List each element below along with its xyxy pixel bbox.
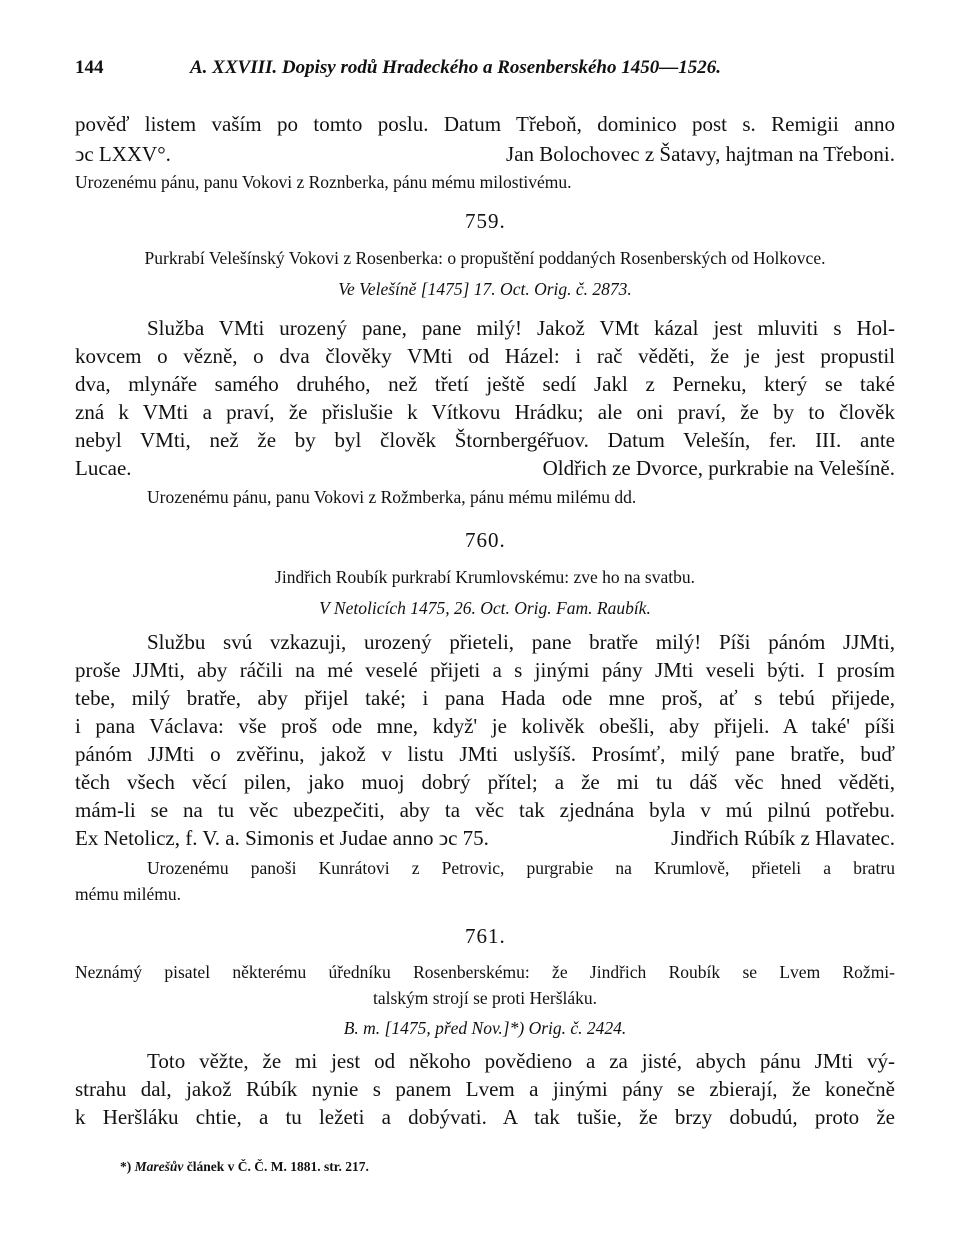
letter-summary: talským strojí se proti Heršláku. (372, 988, 598, 1008)
letter-number: 761. (465, 924, 506, 948)
page-number: 144 (75, 57, 104, 78)
body-line: strahu dal, jakož Rúbík nynie s panem Lvem a jinými pány se zbierají, že konečně (75, 1077, 895, 1101)
body-line: zná k VMti a praví, že přislušie k Vítkovu Hrádku; ale oni praví, že by to člověk (75, 400, 895, 424)
letter-source: Ve Velešíně [1475] 17. Oct. Orig. č. 2873. (338, 279, 632, 299)
footnote-author: Marešův (134, 1159, 184, 1174)
letter-source: V Netolicích 1475, 26. Oct. Orig. Fam. Raubík. (319, 598, 651, 618)
body-line: dva, mlynáře samého druhého, než třetí ještě sedí Jakl z Perneku, který se také (75, 372, 895, 396)
body-line: pověď listem vaším po tomto poslu. Datum Třeboň, dominico post s. Remigii anno (75, 112, 895, 136)
body-line: ↄc LXXV°. (75, 142, 171, 166)
signature: Jan Bolochovec z Šatavy, hajtman na Třeboni. (506, 142, 895, 166)
body-line: nebyl VMti, než že by byl člověk Štornbergéřuov. Datum Velešín, fer. III. ante (75, 428, 895, 452)
body-line: Služba VMti urozený pane, pane milý! Jakož VMt kázal jest mluviti s Hol- (147, 316, 895, 340)
letter-summary: Purkrabí Velešínský Vokovi z Rosenberka: o propuštění poddaných Rosenberských od Holkovce. (144, 248, 826, 268)
signature: Jindřich Rúbík z Hlavatec. (671, 826, 895, 850)
body-line: Ex Netolicz, f. V. a. Simonis et Judae anno ↄc 75. (75, 826, 489, 850)
footnote (120, 1153, 369, 1181)
letter-summary: Jindřich Roubík purkrabí Krumlovskému: zve ho na svatbu. (275, 567, 695, 587)
letter-summary: Neznámý pisatel některému úředníku Rosenberskému: že Jindřich Roubík se Lvem Rožmi- (75, 962, 895, 982)
letter-number: 760. (465, 528, 506, 552)
letter-number: 759. (465, 209, 506, 233)
body-line: i pana Václava: vše proš ode mne, když' je kolivěk obešli, aby přijeli. A také' píši (75, 714, 895, 738)
body-line: tebe, milý bratře, aby přijel také; i pana Hada ode mne proš, ať s tebú přijede, (75, 686, 895, 710)
body-line: Službu svú vzkazuji, urozený přieteli, pane bratře milý! Píši pánóm JJMti, (147, 630, 895, 654)
footnote-marker: *) (120, 1159, 132, 1174)
body-line: Toto věžte, že mi jest od někoho povědieno a za jisté, abych pánu JMti vý- (147, 1049, 895, 1073)
address-line: Urozenému panoši Kunrátovi z Petrovic, purgrabie na Krumlově, přieteli a bratru (147, 858, 895, 878)
running-title: A. XXVIII. Dopisy rodů Hradeckého a Rosenberského 1450—1526. (190, 57, 721, 78)
address-line: Urozenému pánu, panu Vokovi z Roznberka, pánu mému milostivému. (75, 172, 572, 192)
body-line: kovcem o vězně, o dva člověky VMti od Házel: i rač věděti, že je jest propustil (75, 344, 895, 368)
body-line: mám-li se na tu věc ubezpečiti, aby ta věc tak zjednána byla v mú pilnú potřebu. (75, 798, 895, 822)
address-line: Urozenému pánu, panu Vokovi z Rožmberka, pánu mému milému dd. (147, 487, 637, 507)
body-line: Lucae. (75, 456, 132, 480)
address-line: mému milému. (75, 884, 181, 904)
signature: Oldřich ze Dvorce, purkrabie na Velešíně. (542, 456, 895, 480)
body-line: proše JJMti, aby ráčili na mé veselé přijeti a s jinými pány JMti veseli býti. I prosím (75, 658, 895, 682)
body-line: pánóm JJMti o zvěřinu, jakož v listu JMti uslyšíš. Prosímť, milý pane bratře, buď (75, 742, 895, 766)
body-line: těch všech věcí pilen, jako muoj dobrý přítel; a že mi tu dáš věc hned věděti, (75, 770, 895, 794)
body-line: k Heršláku chtie, a tu ležeti a dobývati. A tak tušie, že brzy dobudú, proto že (75, 1105, 895, 1129)
footnote-text: článek v Č. Č. M. 1881. str. 217. (186, 1159, 369, 1174)
letter-source: B. m. [1475, před Nov.]*) Orig. č. 2424. (343, 1018, 627, 1038)
